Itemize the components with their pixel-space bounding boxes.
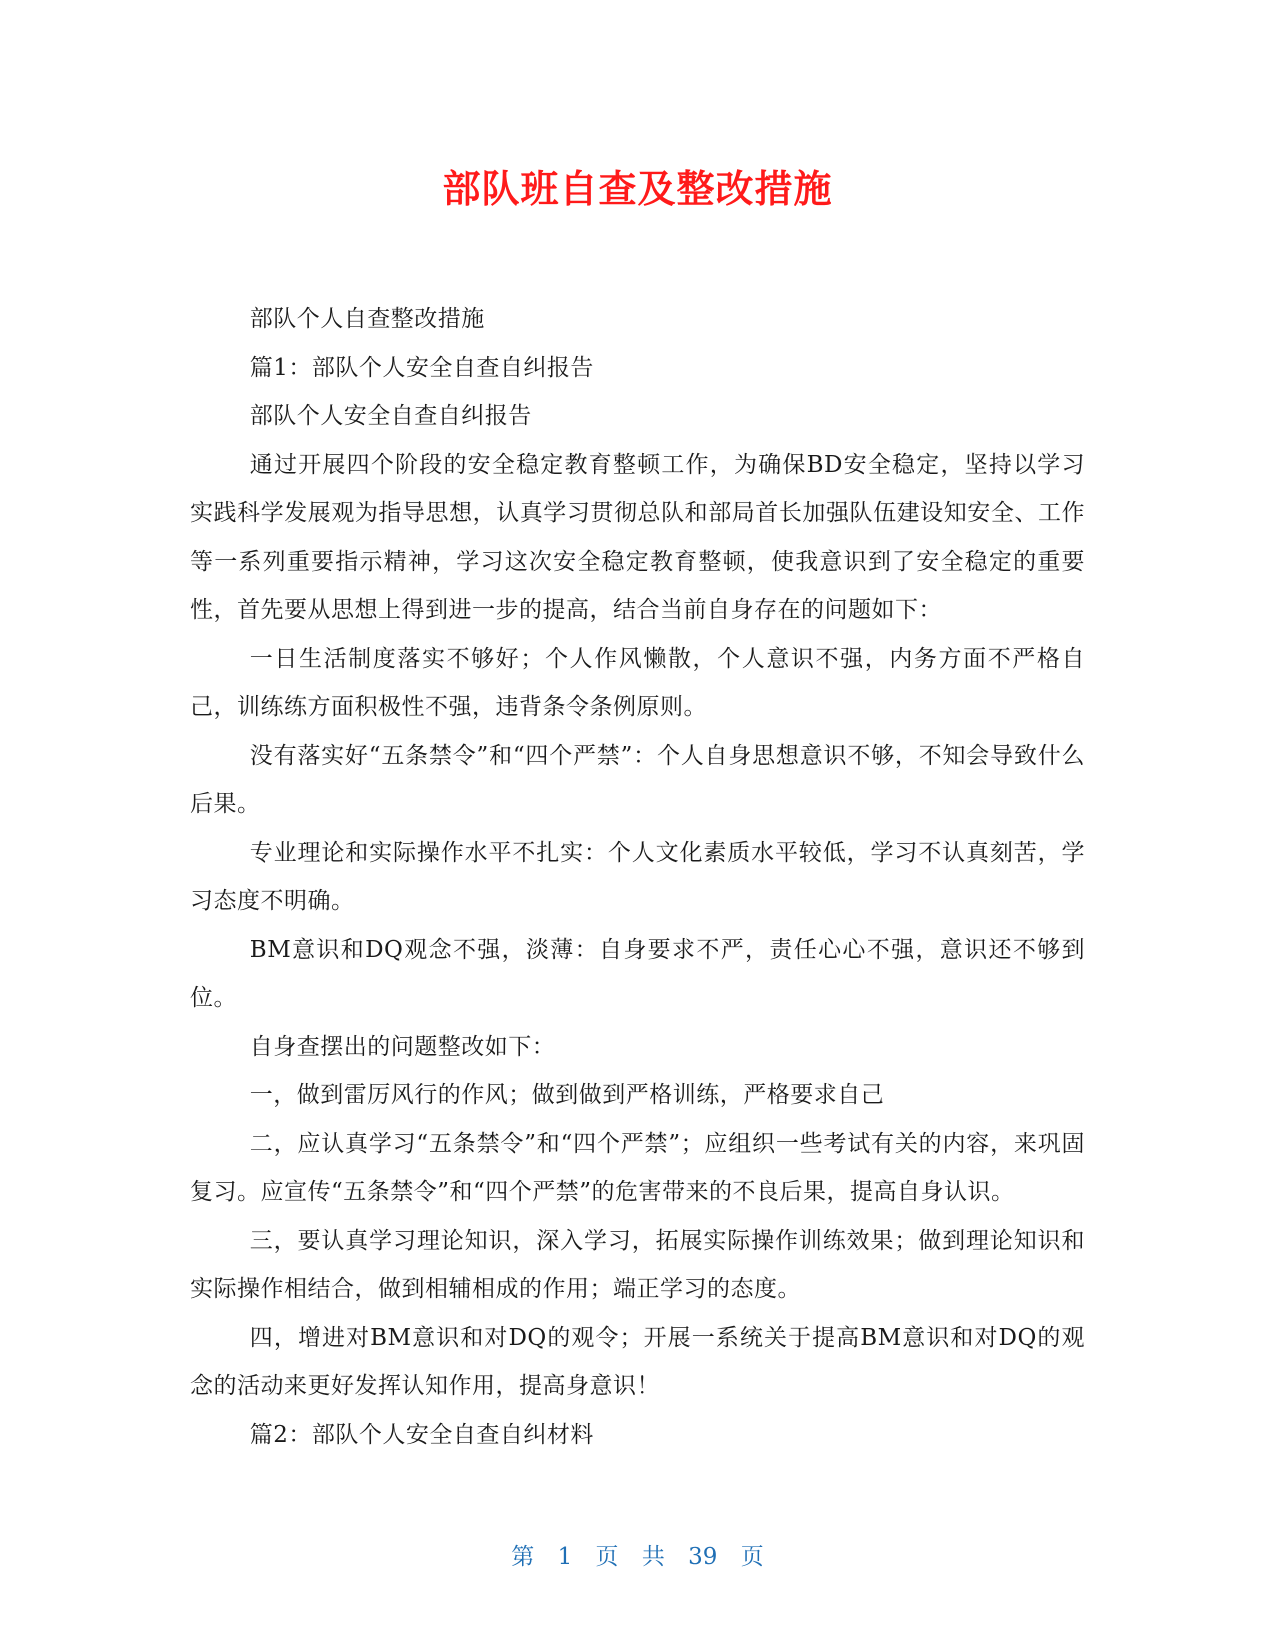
- paragraph: 没有落实好“五条禁令”和“四个严禁”：个人自身思想意识不够，不知会导致什么后果。: [190, 742, 1085, 817]
- paragraph: 部队个人安全自查自纠报告: [249, 403, 532, 429]
- page-label-suffix: 页: [740, 1544, 764, 1570]
- paragraph: 一，做到雷厉风行的作风；做到做到严格训练，严格要求自己: [249, 1082, 885, 1108]
- paragraph: 自身查摆出的问题整改如下：: [249, 1033, 556, 1060]
- document-body: [190, 295, 1085, 1459]
- page-number-total: 39: [688, 1544, 718, 1570]
- page-footer: [0, 1542, 1275, 1572]
- paragraph: 篇2：部队个人安全自查自纠材料: [249, 1421, 594, 1448]
- paragraph: 篇1：部队个人安全自查自纠报告: [249, 354, 594, 381]
- page-number-current: 1: [557, 1544, 573, 1570]
- page-label-prefix: 第: [511, 1544, 535, 1570]
- page-label-mid: 页: [595, 1544, 619, 1570]
- paragraph: BM意识和DQ观念不强，淡薄：自身要求不严，责任心心不强，意识还不够到位。: [190, 936, 1085, 1011]
- paragraph: 二，应认真学习“五条禁令”和“四个严禁”；应组织一些考试有关的内容，来巩固复习。应宣传“五条禁令”和“四个严禁”的危害带来的不良后果，提高自身认识。: [190, 1130, 1085, 1205]
- document-title: 部队班自查及整改措施: [442, 167, 833, 211]
- paragraph: 专业理论和实际操作水平不扎实：个人文化素质水平较低，学习不认真刻苦，学习态度不明确。: [190, 839, 1085, 914]
- paragraph: 通过开展四个阶段的安全稳定教育整顿工作，为确保BD安全稳定，坚持以学习实践科学发展观为指导思想，认真学习贯彻总队和部局首长加强队伍建设知安全、工作等一系列重要指示精神，学习这次安全稳定教育整顿，使我意识到了安全稳定的重要性，首先要从思想上得到进一步的提高，结合当前自身存在的问题如下：: [190, 451, 1085, 623]
- paragraph: 一日生活制度落实不够好；个人作风懒散，个人意识不强，内务方面不严格自己，训练练方面积极性不强，违背条令条例原则。: [190, 645, 1085, 720]
- paragraph: 四，增进对BM意识和对DQ的观令；开展一系统关于提高BM意识和对DQ的观念的活动来更好发挥认知作用，提高身意识！: [190, 1324, 1085, 1399]
- paragraph: 三，要认真学习理论知识，深入学习，拓展实际操作训练效果；做到理论知识和实际操作相结合，做到相辅相成的作用；端正学习的态度。: [190, 1227, 1085, 1302]
- page-total-prefix: 共: [641, 1544, 665, 1570]
- paragraph: 部队个人自查整改措施: [249, 306, 485, 332]
